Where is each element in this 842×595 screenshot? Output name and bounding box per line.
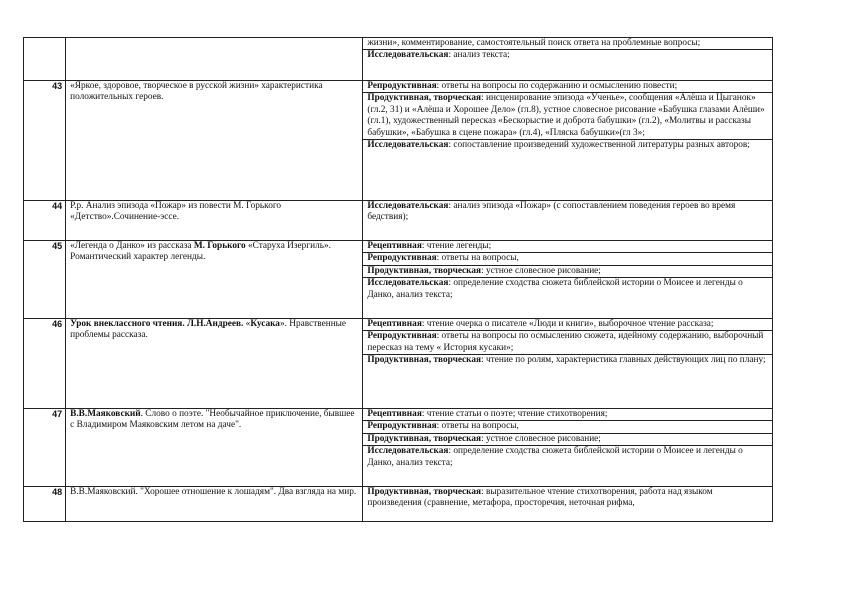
lesson-topic: Р.р. Анализ эпизода «Пожар» из повести М. Горького «Детство».Сочинение-эссе. xyxy=(70,201,282,223)
activity-label: Исследовательская xyxy=(367,50,449,61)
activity-cell xyxy=(363,319,773,409)
activity-cell xyxy=(363,81,773,201)
activity-text: : ответы на вопросы по содержанию и осмыслению повести; xyxy=(436,81,678,91)
activity-text: : выразительное чтение стихотворения, работа над языком произведения (сравнение, метафора, просторечия, неточная рифма, xyxy=(367,487,713,509)
activity-text: жизни», комментирование, самостоятельный поиск ответа на проблемные вопросы; xyxy=(367,38,701,48)
activity-text: : ответы на вопросы по осмыслению сюжета, идейному содержанию, выборочный пересказ на тему « История кусаки»; xyxy=(367,331,764,353)
activity-cell xyxy=(363,241,773,319)
activity-label: Продуктивная, творческая xyxy=(367,265,482,276)
activity-cell xyxy=(363,38,773,81)
activity-line xyxy=(363,265,772,277)
activity-label: Исследовательская xyxy=(367,278,449,289)
activity-line xyxy=(367,81,769,92)
activity-text: : определение сходства сюжета библейской истории о Моисее и легенды о Данко, анализ текста; xyxy=(367,278,743,300)
activity-label: Продуктивная, творческая xyxy=(367,433,482,444)
lesson-topic-part: ». Нравственные проблемы рассказа. xyxy=(70,319,347,341)
activity-label: Продуктивная, творческая xyxy=(367,93,482,104)
activity-text: : ответы на вопросы, xyxy=(436,421,519,432)
lesson-topic-cell xyxy=(66,487,363,522)
activity-text: : устное словесное рисование; xyxy=(481,433,601,444)
lesson-number-cell xyxy=(24,241,66,319)
activity-label: Исследовательская xyxy=(367,446,449,457)
activity-line xyxy=(363,330,772,354)
activity-line xyxy=(367,319,769,330)
lesson-topic-cell xyxy=(66,319,363,409)
lesson-number: 48 xyxy=(52,487,63,497)
lesson-topic: «Яркое, здоровое, творческое в русской жизни» характеристика положительных героев. xyxy=(70,81,323,103)
activity-text: : определение сходства сюжета библейской истории о Моисее и легенды о Данко, анализ текста; xyxy=(367,446,743,468)
table-row xyxy=(24,201,773,241)
activity-text: : чтение очерка о писателе «Люди и книги», выборочное чтение рассказа; xyxy=(421,319,714,329)
activity-line xyxy=(367,201,769,224)
activity-label: Продуктивная, творческая xyxy=(367,355,482,366)
table-row xyxy=(24,81,773,201)
lesson-topic-part: Кусака xyxy=(250,319,280,329)
activity-line xyxy=(363,354,772,366)
activity-text: : ответы на вопросы, xyxy=(436,253,519,264)
table-row xyxy=(24,241,773,319)
lesson-number: 46 xyxy=(52,319,63,329)
lesson-number-cell xyxy=(24,201,66,241)
activity-label: Репродуктивная xyxy=(367,253,437,264)
activity-line xyxy=(363,445,772,469)
lesson-topic-cell xyxy=(66,81,363,201)
activity-text: : чтение по ролям, характеристика главных действующих лиц по плану; xyxy=(481,355,766,366)
lesson-number-cell xyxy=(24,409,66,487)
activity-label: Исследовательская xyxy=(367,140,449,151)
lesson-topic: В.В.Маяковский. "Хорошее отношение к лошадям". Два взгляда на мир. xyxy=(70,487,357,497)
activity-cell xyxy=(363,201,773,241)
activity-label: Продуктивная, творческая xyxy=(367,487,482,497)
lesson-number: 44 xyxy=(52,201,63,211)
activity-line xyxy=(363,92,772,139)
lesson-number-cell xyxy=(24,319,66,409)
lesson-number-cell xyxy=(24,38,66,81)
table-row xyxy=(24,319,773,409)
activity-label: Рецептивная xyxy=(367,319,422,329)
activity-label: Рецептивная xyxy=(367,409,422,419)
activity-line xyxy=(363,420,772,432)
activity-text: : сопоставление произведений художественной литературы разных авторов; xyxy=(448,140,750,151)
activity-text: : устное словесное рисование; xyxy=(481,265,601,276)
activity-label: Репродуктивная xyxy=(367,331,437,342)
activity-text: : инсценирование эпизода «Ученье», сообщения «Алёша и Цыганок» (гл.2, 31) и «Алёша и Хорошее Дело» (гл.8), устное словесное рисование «Бабушка глазами Алёши» (гл.1), художественный пересказ «Бескорыстие и доброта бабушки» (гл.2), «Молитвы и рассказы бабушки», «Бабушка в сцене пожара» (гл.4), «Пляска бабушки»(гл 3»; xyxy=(367,93,765,138)
lesson-plan-table xyxy=(23,37,773,522)
activity-text: : чтение легенды; xyxy=(421,241,492,251)
table-row xyxy=(24,409,773,487)
activity-line xyxy=(367,487,769,510)
table-row xyxy=(24,487,773,522)
lesson-topic-part: «Легенда о Данко» из рассказа xyxy=(70,241,194,251)
activity-text: : чтение статьи о поэте; чтение стихотворения; xyxy=(421,409,608,419)
activity-line xyxy=(367,38,769,49)
lesson-topic-part: «Старуха Изергиль». Романтический характер легенды. xyxy=(70,241,331,263)
activity-line xyxy=(363,433,772,445)
activity-cell xyxy=(363,409,773,487)
activity-line xyxy=(363,252,772,264)
lesson-topic-cell xyxy=(66,409,363,487)
activity-label: Исследовательская xyxy=(367,201,449,211)
lesson-number: 45 xyxy=(52,241,63,251)
lesson-topic-cell xyxy=(66,241,363,319)
activity-label: Репродуктивная xyxy=(367,81,437,91)
activity-line xyxy=(363,277,772,301)
lesson-topic-part: Урок внеклассного чтения. Л.Н.Андреев. xyxy=(70,319,244,329)
lesson-topic-part: . Слово о поэте. "Необычайное приключение, бывшее с Владимиром Маяковским летом на даче". xyxy=(70,409,355,431)
activity-cell xyxy=(363,487,773,522)
lesson-topic-part: В.В.Маяковский xyxy=(70,409,141,419)
lesson-number: 43 xyxy=(52,81,63,91)
activity-label: Рецептивная xyxy=(367,241,422,251)
activity-line xyxy=(367,241,769,252)
activity-line xyxy=(367,409,769,420)
lesson-number-cell xyxy=(24,487,66,522)
activity-line xyxy=(363,49,772,61)
activity-text: : анализ текста; xyxy=(448,50,510,61)
lesson-topic-part: М. Горького xyxy=(193,241,246,251)
activity-text: : анализ эпизода «Пожар» (с сопоставлением поведения героев во время бедствия); xyxy=(367,201,736,223)
lesson-topic-cell xyxy=(66,38,363,81)
activity-label: Репродуктивная xyxy=(367,421,437,432)
activity-line xyxy=(363,139,772,151)
table-body xyxy=(24,38,773,522)
table-row xyxy=(24,38,773,81)
lesson-number-cell xyxy=(24,81,66,201)
lesson-topic-cell xyxy=(66,201,363,241)
lesson-topic-part: « xyxy=(243,319,251,329)
lesson-number: 47 xyxy=(52,409,63,419)
